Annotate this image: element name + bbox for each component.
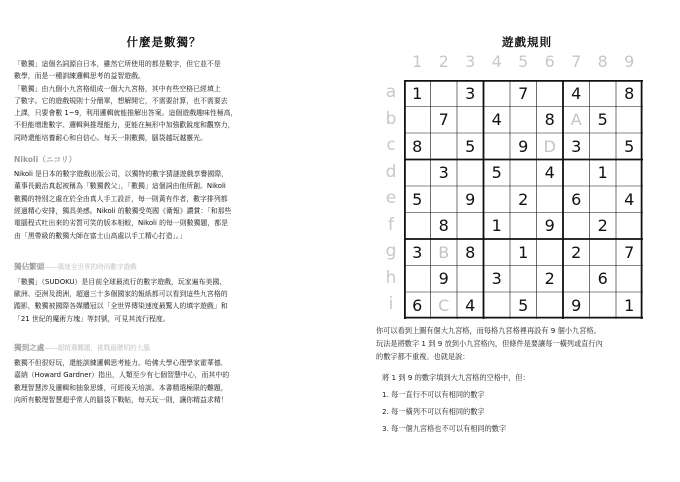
row-letter: e xyxy=(385,188,397,208)
column-number: 9 xyxy=(624,52,635,71)
grid-cell: 2 xyxy=(518,189,529,209)
section-title: 獨佔繁頭 xyxy=(14,261,45,271)
nikoli-heading: Nikoli（ニコリ） xyxy=(14,155,77,165)
grid-cell: 2 xyxy=(544,269,555,289)
grid-cell xyxy=(590,292,617,319)
grid-cell xyxy=(404,266,431,293)
grid-cell xyxy=(616,107,643,134)
grid-cell xyxy=(404,160,431,187)
column-number: 1 xyxy=(412,52,423,71)
grid-cell: 5 xyxy=(518,295,529,315)
rules-list xyxy=(382,388,666,435)
section-heading-uniqueness xyxy=(14,335,314,354)
grid-cell: A xyxy=(570,110,582,130)
grid-cell: 6 xyxy=(571,189,582,209)
grid-cell xyxy=(431,186,458,213)
grid-cell xyxy=(537,186,564,213)
grid-cell xyxy=(563,266,590,293)
grid-cell xyxy=(537,292,564,319)
grid-cell xyxy=(563,160,590,187)
rules-intro: 將 1 到 9 的數字填到大九宮格的空格中，但： xyxy=(382,373,530,382)
grid-cell xyxy=(510,160,537,187)
grid-cell xyxy=(484,292,511,319)
row-letter: h xyxy=(385,267,397,288)
row-letter: c xyxy=(386,135,396,155)
sudoku-grid xyxy=(404,80,643,319)
page-title: 什麼是數獨？ xyxy=(126,35,202,49)
nikoli-paragraph: Nikoli 是日本的數字遊戲出版公司，以獨特的數字猜謎遊戲享譽國際， 董事長鍛治真起被稱為「數獨教父」，「數獨」這個詞由他所創。Nikoli 數獨的特別之處在於全由真人手工設計，每一則黃有作者，數字排列都 經過精心安排，獨具美感。Nikoli 的數獨受英國《衛報》讚賞：「和那些 電腦程式吐出來的劣質可笑的版本相較，Nikoli 的每一則數獨題，都是 由「黑帶級的數獨大師在富士山高處以手工精心打造」。」 xyxy=(14,170,232,240)
grid-cell: 9 xyxy=(465,189,476,209)
rules-section xyxy=(376,324,666,435)
section-title: 獨到之處 xyxy=(14,343,45,353)
grid-cell: 9 xyxy=(518,136,529,156)
column-number: 7 xyxy=(571,52,582,71)
grid-cell: 8 xyxy=(465,242,476,262)
grid-cell: 5 xyxy=(412,189,423,209)
grid-cell: 5 xyxy=(624,136,635,156)
grid-cell: 4 xyxy=(624,189,635,209)
grid-cell: 6 xyxy=(597,269,608,289)
grid-cell xyxy=(457,213,484,240)
grid-cell xyxy=(510,213,537,240)
grid-cell: 1 xyxy=(518,242,529,262)
grid-cell: 2 xyxy=(571,242,582,262)
popularity-paragraph: 「數獨」（SUDOKU）是目前全球最流行的數字遊戲，玩家遍布美國、 歐洲、亞洲及澳洲，超過三十多個國家的報紙都可以看到這些九宮格的 蹤影，數獨被國際各媒體冠以「全世界傳染速度最驚人的填字遊戲」和 「21 世紀的魔術方塊」等封號，可見其流行程度。 xyxy=(14,277,228,323)
grid-cell: C xyxy=(438,295,450,315)
rule-item: 3. 每一個九宮格也不可以有相同的數字 xyxy=(382,424,507,433)
section-heading-popularity xyxy=(14,254,314,273)
grid-cell: 6 xyxy=(412,295,423,315)
grid-cell: 7 xyxy=(518,83,529,103)
grid-cell xyxy=(616,160,643,187)
uniqueness-paragraph: 數獨不但很好玩，還能訓練邏輯思考能力。哈佛大學心理學家霍華德． 嘉納（Howard Gardner）指出，人類至少有七個智慧中心，而其中的 數理智慧涉及邏輯和抽象思維，可經後天培訓。本書精選極限的難題， 向所有數理智慧超乎常人的腦袋下戰帖，每天玩一則，讓你精益求精！ xyxy=(14,359,230,404)
grid-cell xyxy=(616,266,643,293)
grid-cell xyxy=(431,133,458,160)
grid-cell: 4 xyxy=(544,163,555,183)
grid-cell xyxy=(590,80,617,107)
column-number: 4 xyxy=(491,52,502,71)
rules-title: 遊戲規則 xyxy=(502,35,552,49)
grid-cell: 7 xyxy=(624,242,635,262)
row-letter: d xyxy=(385,161,397,182)
grid-cell: 3 xyxy=(491,269,502,289)
grid-cell: 1 xyxy=(491,216,502,236)
grid-cell: 9 xyxy=(438,269,449,289)
section-subtitle: ——超精選難題，挑戰最聰明的大腦 xyxy=(44,344,150,353)
intro-paragraph: 「數獨」這個名詞源自日本，雖然它所使用的都是數字，但它並不是 數學，而是一種訓練邏輯思考的益智遊戲。 xyxy=(14,60,221,81)
rule-item: 2. 每一橫列不可以有相同的數字 xyxy=(382,407,485,416)
grid-cell: 1 xyxy=(597,163,608,183)
grid-cell: 8 xyxy=(412,136,423,156)
grid-cell xyxy=(563,213,590,240)
grid-cell xyxy=(457,160,484,187)
grid-cell: 5 xyxy=(491,163,502,183)
intro-paragraph-2: 「數獨」由九個小九宮格組成一個大九宮格，其中有些空格已經填上 了數字。它的遊戲規則十分簡單，想解開它，不需要計算，也不需要去 上課，只要會數 1~9，利用邏輯就能推解出答案。這個遊戲趣味性極高， 不但能增進數字、邏輯與推理能力，更能在無形中加強歡銳度和觀察力， 同時還能培養耐心和自信心。每天一則數獨，腦袋越玩越靈光。 xyxy=(14,84,238,142)
rules-paragraph: 你可以看到上圖有個大九宮格，而每格九宮格裡再設有 9 個小九宮格。 玩法是將數字 1 到 9 放到小九宮格內，但條件是要讓每一橫列或直行內 的數字都不重複。也就是說： xyxy=(376,326,603,361)
grid-cell xyxy=(484,186,511,213)
grid-cell xyxy=(457,266,484,293)
grid-cell xyxy=(537,239,564,266)
rule-item: 1. 每一直行不可以有相同的數字 xyxy=(382,390,485,399)
row-letter: b xyxy=(385,108,397,129)
grid-cell: 2 xyxy=(597,216,608,236)
grid-cell xyxy=(484,80,511,107)
grid-cell: 8 xyxy=(438,216,449,236)
column-number: 2 xyxy=(438,52,449,71)
grid-cell: 1 xyxy=(412,83,423,103)
grid-cell xyxy=(431,80,458,107)
grid-cell: 1 xyxy=(624,295,635,315)
grid-cell: 3 xyxy=(571,136,582,156)
column-number: 3 xyxy=(465,52,476,71)
row-letter: a xyxy=(385,82,397,102)
row-letter: i xyxy=(388,294,394,314)
grid-cell: 3 xyxy=(465,83,476,103)
grid-cell xyxy=(484,239,511,266)
grid-cell: 3 xyxy=(412,242,423,262)
column-number: 6 xyxy=(544,52,555,71)
grid-cell: B xyxy=(438,242,450,262)
grid-cell: 9 xyxy=(544,216,555,236)
column-number: 8 xyxy=(597,52,608,71)
row-letter: g xyxy=(385,241,397,261)
grid-cell: 4 xyxy=(571,83,582,103)
grid-cell xyxy=(590,239,617,266)
grid-cell: 7 xyxy=(438,110,449,130)
grid-cell: 5 xyxy=(597,110,608,130)
row-letter: f xyxy=(388,214,394,235)
grid-cell xyxy=(616,213,643,240)
grid-cell: 8 xyxy=(544,110,555,130)
grid-cell xyxy=(484,133,511,160)
grid-cell: 8 xyxy=(624,83,635,103)
grid-cell xyxy=(510,107,537,134)
grid-cell: 5 xyxy=(465,136,476,156)
grid-cell xyxy=(404,107,431,134)
grid-cell: 9 xyxy=(571,295,582,315)
grid-cell xyxy=(457,107,484,134)
grid-cell: 4 xyxy=(491,110,502,130)
grid-cell xyxy=(537,80,564,107)
left-page xyxy=(14,34,314,406)
grid-cell: D xyxy=(543,136,556,156)
grid-cell xyxy=(510,266,537,293)
grid-cell: 4 xyxy=(465,295,476,315)
section-subtitle: ——風迷全世界的時尚數字遊戲 xyxy=(44,262,137,271)
grid-cell xyxy=(404,213,431,240)
grid-cell: 3 xyxy=(438,163,449,183)
grid-cell xyxy=(590,133,617,160)
column-number: 5 xyxy=(518,52,529,71)
grid-cell xyxy=(590,186,617,213)
